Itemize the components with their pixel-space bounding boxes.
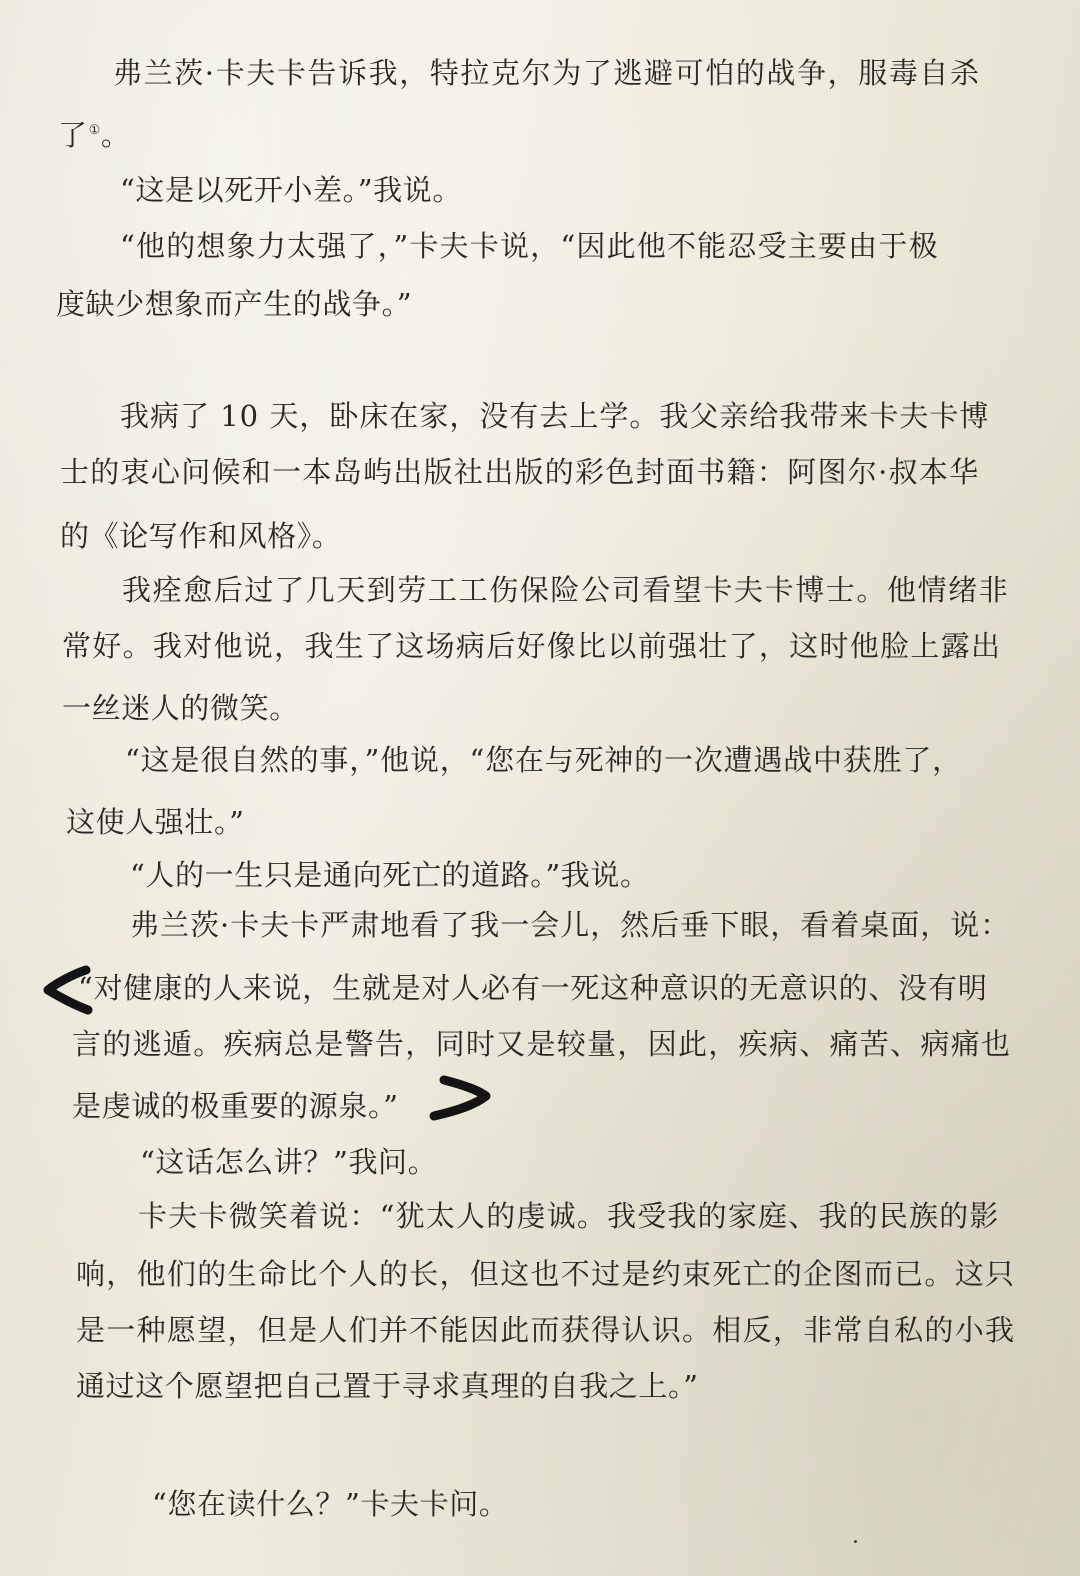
text-line: 弗兰茨·卡夫卡告诉我，特拉克尔为了逃避可怕的战争，服毒自杀 xyxy=(113,56,981,90)
text-line: 是一种愿望，但是人们并不能因此而获得认识。相反，非常自私的小我 xyxy=(76,1313,1016,1347)
text-line: 是虔诚的极重要的源泉。” xyxy=(72,1089,399,1123)
speck xyxy=(854,1540,857,1543)
text-line: “这是以死开小差。”我说。 xyxy=(120,173,462,207)
text-line: “这是很自然的事，”他说，“您在与死神的一次遭遇战中获胜了， xyxy=(125,743,962,777)
text-line: 弗兰茨·卡夫卡严肃地看了我一会儿，然后垂下眼，看着桌面，说： xyxy=(130,908,1011,942)
text-line: 了①。 xyxy=(58,118,131,152)
text-line: 言的逃遁。疾病总是警告，同时又是较量，因此，疾病、痛苦、病痛也 xyxy=(72,1027,1012,1061)
text-line: 我病了 10 天，卧床在家，没有去上学。我父亲给我带来卡夫卡博 xyxy=(120,399,990,433)
text-line: 通过这个愿望把自己置于寻求真理的自我之上。” xyxy=(76,1369,699,1403)
text-line: 士的衷心问候和一本岛屿出版社出版的彩色封面书籍：阿图尔·叔本华 xyxy=(60,455,980,489)
text-line: 我痊愈后过了几天到劳工工伤保险公司看望卡夫卡博士。他情绪非 xyxy=(122,573,1010,607)
text-line: 卡夫卡微笑着说：“犹太人的虔诚。我受我的家庭、我的民族的影 xyxy=(138,1199,1000,1233)
text-line: 常好。我对他说，我生了这场病后好像比以前强壮了，这时他脸上露出 xyxy=(62,629,1002,663)
text-line: “他的想象力太强了，”卡夫卡说，“因此他不能忍受主要由于极 xyxy=(120,229,939,263)
text-line: 一丝迷人的微笑。 xyxy=(62,691,299,725)
text-line: “这话怎么讲？”我问。 xyxy=(140,1145,438,1179)
text-line: “人的一生只是通向死亡的道路。”我说。 xyxy=(130,858,650,892)
text-line: 的《论写作和风格》。 xyxy=(60,519,342,553)
text-line: “对健康的人来说，生就是对人必有一死这种意识的无意识的、没有明 xyxy=(78,971,988,1005)
text-line: 度缺少想象而产生的战争。” xyxy=(56,287,413,321)
footnote-marker: ① xyxy=(88,123,101,138)
handwritten-close-angle-mark xyxy=(420,1070,500,1130)
text-line: “您在读什么？”卡夫卡问。 xyxy=(152,1487,509,1521)
text-line: 这使人强壮。” xyxy=(66,805,245,839)
handwritten-open-angle-mark xyxy=(38,960,98,1020)
text-line: 响，他们的生命比个人的长，但这也不过是约束死亡的企图而已。这只 xyxy=(76,1257,1016,1291)
